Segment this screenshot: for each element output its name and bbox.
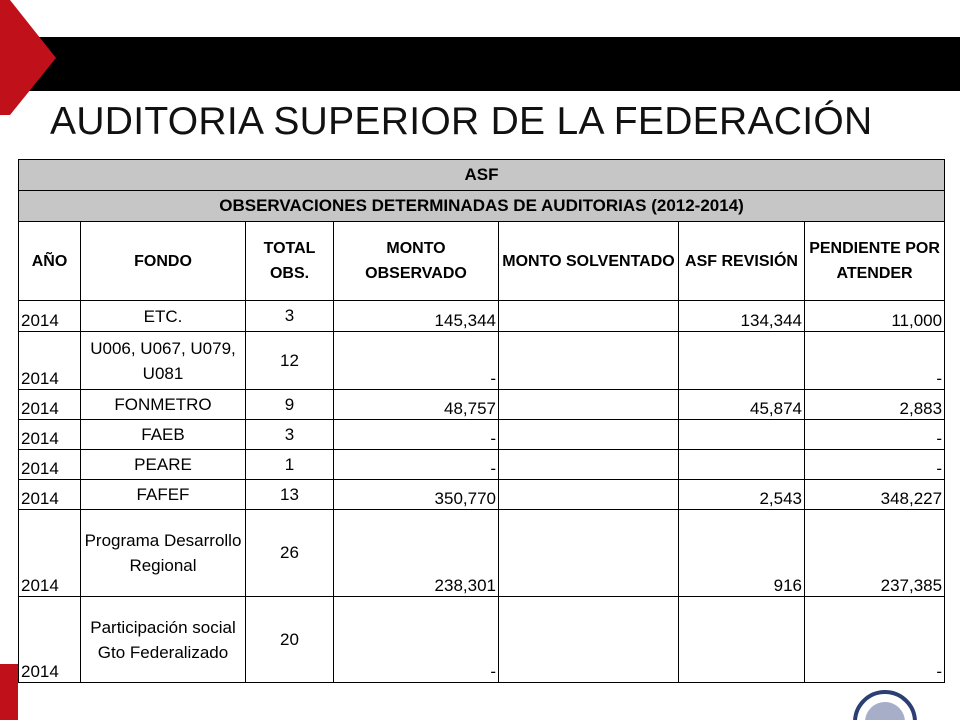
- cell-total: 3: [246, 301, 334, 332]
- cell-observado: -: [334, 420, 499, 450]
- cell-total: 3: [246, 420, 334, 450]
- cell-total: 13: [246, 480, 334, 510]
- cell-observado: 238,301: [334, 510, 499, 597]
- cell-fondo: FAFEF: [81, 480, 246, 510]
- cell-solventado: [499, 390, 679, 420]
- cell-pendiente: -: [805, 597, 945, 683]
- cell-fondo: PEARE: [81, 450, 246, 480]
- cell-solventado: [499, 480, 679, 510]
- table-body: [19, 301, 945, 683]
- cell-revision: [679, 332, 805, 390]
- column-header: MONTO SOLVENTADO: [499, 222, 679, 301]
- table-title: ASF: [19, 160, 945, 191]
- cell-total: 9: [246, 390, 334, 420]
- cell-revision: [679, 450, 805, 480]
- cell-solventado: [499, 510, 679, 597]
- cell-solventado: [499, 420, 679, 450]
- cell-year: 2014: [19, 332, 81, 390]
- cell-pendiente: -: [805, 420, 945, 450]
- cell-revision: 134,344: [679, 301, 805, 332]
- cell-year: 2014: [19, 390, 81, 420]
- table-row: [19, 597, 945, 683]
- table-subtitle: OBSERVACIONES DETERMINADAS DE AUDITORIAS (2012-2014): [19, 191, 945, 222]
- cell-total: 1: [246, 450, 334, 480]
- left-red-bar-decoration: [0, 664, 18, 720]
- cell-total: 26: [246, 510, 334, 597]
- cell-revision: [679, 420, 805, 450]
- cell-observado: -: [334, 597, 499, 683]
- column-header: PENDIENTE POR ATENDER: [805, 222, 945, 301]
- cell-revision: 2,543: [679, 480, 805, 510]
- cell-year: 2014: [19, 301, 81, 332]
- cell-revision: 45,874: [679, 390, 805, 420]
- cell-observado: -: [334, 332, 499, 390]
- cell-observado: -: [334, 450, 499, 480]
- column-header: AÑO: [19, 222, 81, 301]
- cell-year: 2014: [19, 420, 81, 450]
- column-header: TOTAL OBS.: [246, 222, 334, 301]
- cell-solventado: [499, 301, 679, 332]
- cell-pendiente: 237,385: [805, 510, 945, 597]
- observations-table: [18, 159, 945, 683]
- header-black-bar: [0, 37, 960, 91]
- cell-fondo: FAEB: [81, 420, 246, 450]
- cell-solventado: [499, 597, 679, 683]
- table-row: [19, 301, 945, 332]
- cell-fondo: Programa Desarrollo Regional: [81, 510, 246, 597]
- cell-total: 20: [246, 597, 334, 683]
- table-row: [19, 332, 945, 390]
- cell-pendiente: 348,227: [805, 480, 945, 510]
- cell-observado: 48,757: [334, 390, 499, 420]
- cell-pendiente: -: [805, 332, 945, 390]
- cell-observado: 145,344: [334, 301, 499, 332]
- cell-fondo: ETC.: [81, 301, 246, 332]
- cell-revision: 916: [679, 510, 805, 597]
- table-row: [19, 450, 945, 480]
- cell-fondo: FONMETRO: [81, 390, 246, 420]
- cell-pendiente: 2,883: [805, 390, 945, 420]
- table-row: [19, 480, 945, 510]
- column-header: ASF REVISIÓN: [679, 222, 805, 301]
- cell-year: 2014: [19, 450, 81, 480]
- column-header: FONDO: [81, 222, 246, 301]
- cell-fondo: Participación social Gto Federalizado: [81, 597, 246, 683]
- column-header: MONTO OBSERVADO: [334, 222, 499, 301]
- table-row: [19, 420, 945, 450]
- cell-year: 2014: [19, 597, 81, 683]
- cell-pendiente: -: [805, 450, 945, 480]
- cell-revision: [679, 597, 805, 683]
- cell-year: 2014: [19, 510, 81, 597]
- cell-total: 12: [246, 332, 334, 390]
- table-row: [19, 510, 945, 597]
- red-chevron-decoration: [0, 0, 60, 115]
- table-row: [19, 390, 945, 420]
- cell-fondo: U006, U067, U079, U081: [81, 332, 246, 390]
- cell-year: 2014: [19, 480, 81, 510]
- cell-pendiente: 11,000: [805, 301, 945, 332]
- cell-solventado: [499, 450, 679, 480]
- seal-emblem-icon: [850, 680, 920, 720]
- cell-solventado: [499, 332, 679, 390]
- column-header-row: [19, 222, 945, 301]
- page-title: AUDITORIA SUPERIOR DE LA FEDERACIÓN: [50, 100, 873, 143]
- cell-observado: 350,770: [334, 480, 499, 510]
